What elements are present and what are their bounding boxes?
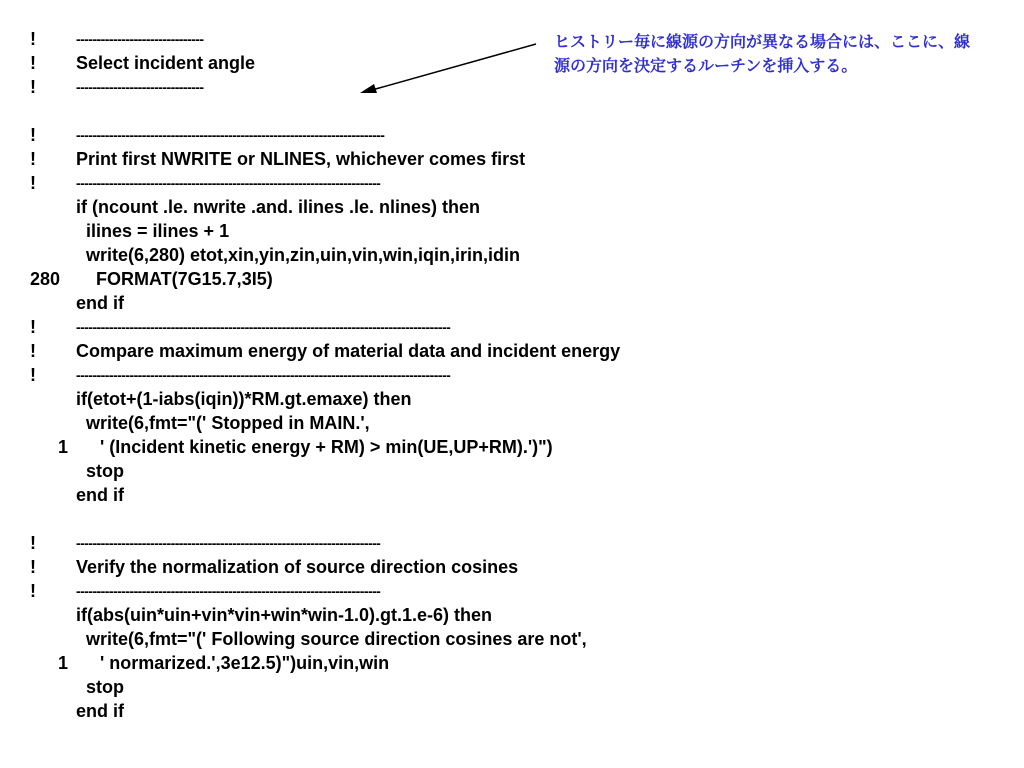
dashes-text: -------------------------------: [76, 31, 204, 47]
code-text: Print first NWRITE or NLINES, whichever comes first: [76, 149, 526, 169]
code-text: ' normarized.',3e12.5)")uin,vin,win: [100, 653, 390, 673]
comment-marker: !: [30, 581, 36, 601]
comment-marker: !: [30, 29, 36, 49]
code-text: end if: [76, 701, 124, 721]
code-text: Compare maximum energy of material data and incident energy: [76, 341, 621, 361]
dashes-text: -------------------------------: [76, 79, 204, 95]
code-text: end if: [76, 485, 124, 505]
code-text: stop: [86, 677, 124, 697]
comment-marker: !: [30, 341, 36, 361]
statement-label: 1: [58, 653, 69, 673]
comment-marker: !: [30, 557, 36, 577]
code-text: ' (Incident kinetic energy + RM) > min(UE,UP+RM).')"): [100, 437, 553, 457]
dashes-text: ---------------------------------------------------------------------------: [76, 127, 385, 143]
comment-marker: !: [30, 125, 36, 145]
comment-marker: !: [30, 77, 36, 97]
code-text: end if: [76, 293, 124, 313]
annotation-note: ヒストリー毎に線源の方向が異なる場合には、ここに、線源の方向を決定するルーチンを挿入する。: [554, 32, 971, 75]
code-text: ilines = ilines + 1: [86, 221, 230, 241]
comment-marker: !: [30, 149, 36, 169]
comment-marker: !: [30, 533, 36, 553]
comment-marker: !: [30, 317, 36, 337]
code-text: if (ncount .le. nwrite .and. ilines .le. nlines) then: [76, 197, 481, 217]
dashes-text: -------------------------------------------------------------------------------------------: [76, 367, 451, 383]
code-text: Select incident angle: [76, 53, 256, 73]
comment-marker: !: [30, 365, 36, 385]
code-text: Verify the normalization of source direction cosines: [76, 557, 519, 577]
statement-label: 1: [58, 437, 69, 457]
comment-marker: !: [30, 173, 36, 193]
code-text: if(etot+(1-iabs(iqin))*RM.gt.emaxe) then: [76, 389, 412, 409]
dashes-text: --------------------------------------------------------------------------: [76, 535, 381, 551]
code-text: if(abs(uin*uin+vin*vin+win*win-1.0).gt.1.e-6) then: [76, 605, 493, 625]
code-text: FORMAT(7G15.7,3I5): [96, 269, 273, 289]
code-text: write(6,fmt="(' Stopped in MAIN.',: [86, 413, 370, 433]
dashes-text: --------------------------------------------------------------------------: [76, 175, 381, 191]
dashes-text: -------------------------------------------------------------------------------------------: [76, 319, 451, 335]
code-text: stop: [86, 461, 124, 481]
code-text: write(6,280) etot,xin,yin,zin,uin,vin,win,iqin,irin,idin: [86, 245, 521, 265]
code-text: write(6,fmt="(' Following source direction cosines are not',: [86, 629, 587, 649]
statement-label: 280: [30, 269, 61, 289]
arrow-shaft: [372, 44, 536, 90]
dashes-text: --------------------------------------------------------------------------: [76, 583, 381, 599]
arrow-head: [360, 84, 377, 93]
comment-marker: !: [30, 53, 36, 73]
